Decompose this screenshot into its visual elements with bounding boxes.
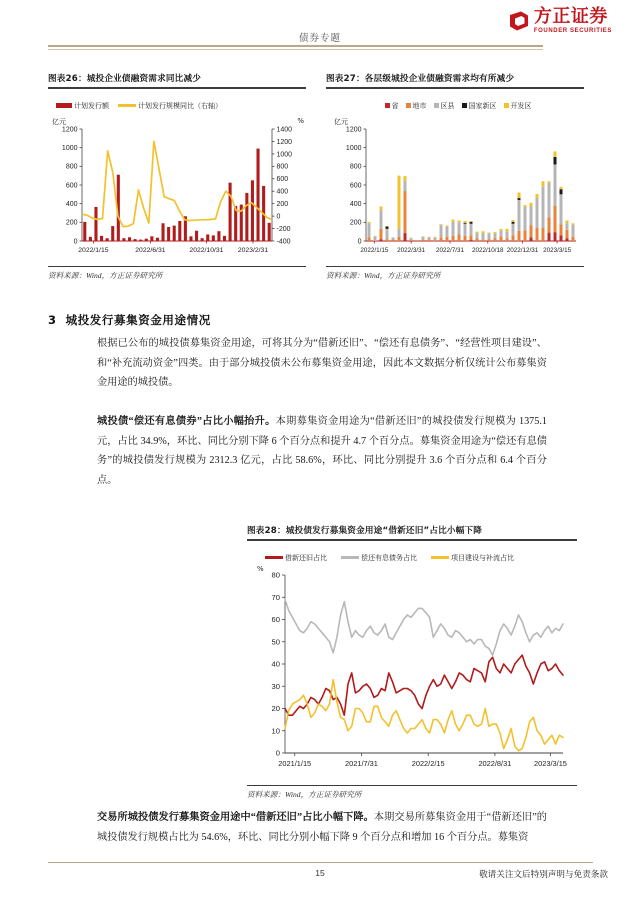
paragraph-3 (97, 808, 547, 847)
svg-text:2022/1/15: 2022/1/15 (360, 246, 389, 254)
svg-text:200: 200 (276, 200, 289, 208)
figure-26-right-unit: % (297, 116, 304, 125)
paragraph-3-lead: 交易所城投债发行募集资金用途中“借新还旧”占比小幅下降。 (97, 812, 374, 823)
svg-text:2022/10/18: 2022/10/18 (472, 246, 504, 254)
figure-26-left-unit: 亿元 (52, 117, 66, 126)
svg-text:70: 70 (271, 592, 280, 602)
header-title: 债券专题 (298, 33, 341, 44)
svg-text:800: 800 (276, 163, 289, 171)
figure-27 (326, 72, 584, 281)
svg-text:-400: -400 (276, 237, 291, 245)
figure-28-title: 图表28：城投债发行募集资金用途“借新还旧”占比小幅下降 (247, 526, 483, 536)
figure-27-chart (326, 91, 584, 266)
svg-text:60: 60 (271, 614, 280, 624)
svg-text:2023/2/31: 2023/2/31 (237, 246, 269, 254)
figure-26-title: 图表26：城投企业债融资需求同比减少 (48, 74, 202, 84)
svg-text:400: 400 (276, 188, 289, 196)
figure-28-rule (247, 539, 577, 541)
svg-text:400: 400 (349, 200, 362, 208)
figure-28-source: 资料来源：Wind，方正证券研究所 (247, 789, 362, 799)
page-header (0, 0, 640, 64)
figure-26 (48, 72, 306, 281)
legend-label: 项目建设与补流占比 (451, 553, 514, 562)
legend-label: 省 (391, 101, 399, 110)
svg-text:40: 40 (271, 659, 280, 669)
paragraph-1: 根据已公布的城投债募集资金用途，可将其分为“借新还旧”、“偿还有息债务”、“经营性项目建设”、和“补充流动资金”四类。由于部分城投债未公布募集资金用途，因此本文数据分析仅统计公布募集资金用途的城投债。 (97, 338, 547, 388)
svg-text:200: 200 (349, 219, 362, 227)
legend-label: 借新还旧占比 (285, 553, 327, 562)
figure-28 (247, 524, 577, 800)
svg-text:-200: -200 (276, 225, 291, 233)
paragraph-2-body: 本期募集资金用途为“借新还旧”的城投债发行规模为 1375.1 元，占比 34.9%，环比、同比分别下降 6 个百分点和提升 4.7 个百分点。募集资金用途为“偿还有息债务”的城投债发行规模为 2312.3 亿元，占比 58.6%，环比、同比分别提升 3.6 个百分点和 6.4 个百分点。 (97, 416, 548, 486)
svg-text:80: 80 (271, 570, 280, 580)
svg-text:1400: 1400 (276, 125, 293, 133)
svg-text:1000: 1000 (345, 144, 362, 152)
figure-27-svg (326, 91, 584, 266)
paragraph-2-lead: 城投债“偿还有息债券”占比小幅抬升。 (97, 416, 276, 427)
svg-text:0: 0 (73, 237, 78, 245)
svg-text:0: 0 (276, 213, 281, 221)
svg-text:2022/12/31: 2022/12/31 (506, 246, 539, 254)
header-rule-top (48, 45, 543, 47)
figure-28-left-unit: % (257, 564, 264, 573)
svg-text:50: 50 (271, 636, 280, 646)
svg-text:2022/2/15: 2022/2/15 (411, 758, 445, 768)
svg-text:800: 800 (349, 163, 362, 171)
figure-26-source: 资料来源：Wind，方正证券研究所 (48, 270, 163, 280)
founder-securities-logo (508, 8, 612, 34)
header-rule-bottom (48, 49, 543, 50)
svg-text:600: 600 (65, 181, 78, 189)
svg-text:0: 0 (275, 748, 280, 758)
figure-27-rule (326, 87, 584, 89)
svg-text:1000: 1000 (61, 144, 78, 152)
logo-english-name: FOUNDER SECURITIES (533, 28, 612, 34)
svg-text:2023/3/15: 2023/3/15 (534, 758, 567, 768)
svg-text:2023/3/15: 2023/3/15 (543, 246, 572, 254)
figure-27-left-unit: 亿元 (334, 117, 348, 126)
figure-27-title: 图表27：各层级城投企业债融资需求均有所减少 (326, 74, 515, 84)
svg-text:2022/1/15: 2022/1/15 (78, 246, 109, 254)
svg-text:30: 30 (271, 681, 280, 691)
svg-text:1200: 1200 (276, 138, 293, 146)
figure-28-chart (247, 543, 577, 785)
figure-26-rule (48, 87, 306, 89)
svg-text:600: 600 (276, 175, 289, 183)
logo-mark-icon (508, 10, 530, 32)
logo-text (534, 8, 612, 34)
svg-text:2022/8/31: 2022/8/31 (478, 758, 512, 768)
svg-text:10: 10 (271, 725, 280, 735)
legend-label: 区县 (440, 101, 455, 110)
figure-27-source: 资料来源：Wind，方正证券研究所 (326, 270, 441, 280)
svg-text:2021/1/15: 2021/1/15 (278, 758, 312, 768)
legend-label: 计划发行额 (74, 101, 109, 110)
legend-label: 计划发行规模同比（右轴） (138, 101, 222, 110)
svg-text:1000: 1000 (276, 150, 293, 158)
legend-label: 偿还有息债务占比 (361, 553, 417, 562)
svg-text:20: 20 (271, 703, 280, 713)
legend-label: 地市 (412, 101, 427, 110)
svg-text:1200: 1200 (61, 125, 78, 133)
svg-text:400: 400 (65, 200, 78, 208)
svg-text:2022/3/31: 2022/3/31 (397, 246, 426, 254)
figure-26-chart (48, 91, 306, 266)
svg-text:600: 600 (349, 181, 362, 189)
section-heading (48, 312, 211, 328)
legend-label: 国家新区 (468, 101, 497, 110)
figure-26-svg (48, 91, 306, 266)
svg-text:2022/7/31: 2022/7/31 (435, 246, 465, 254)
section-number: 3 (48, 313, 57, 327)
footer-disclaimer: 敬请关注文后特别声明与免责条款 (479, 870, 608, 880)
svg-text:200: 200 (65, 219, 78, 227)
svg-text:0: 0 (357, 237, 362, 245)
svg-text:2022/6/31: 2022/6/31 (135, 246, 166, 254)
svg-text:2022/10/31: 2022/10/31 (189, 246, 224, 254)
logo-chinese-name: 方正证券 (533, 6, 608, 27)
svg-text:2021/7/31: 2021/7/31 (345, 758, 378, 768)
paragraph-3-body: 本期交易所募集资金用于“借新还旧”的城投债发行规模占比为 54.6%，环比、同比分别小幅下降 9 个百分点和增加 16 个百分点。募集资 (97, 812, 547, 843)
figure-28-svg (247, 543, 577, 785)
svg-text:800: 800 (65, 163, 78, 171)
paragraph-2 (97, 412, 547, 490)
section-title: 城投发行募集资金用途情况 (65, 313, 211, 327)
page-number: 15 (315, 868, 325, 878)
footer-rule (48, 862, 593, 863)
svg-text:1200: 1200 (345, 125, 362, 133)
legend-label: 开发区 (510, 101, 532, 110)
